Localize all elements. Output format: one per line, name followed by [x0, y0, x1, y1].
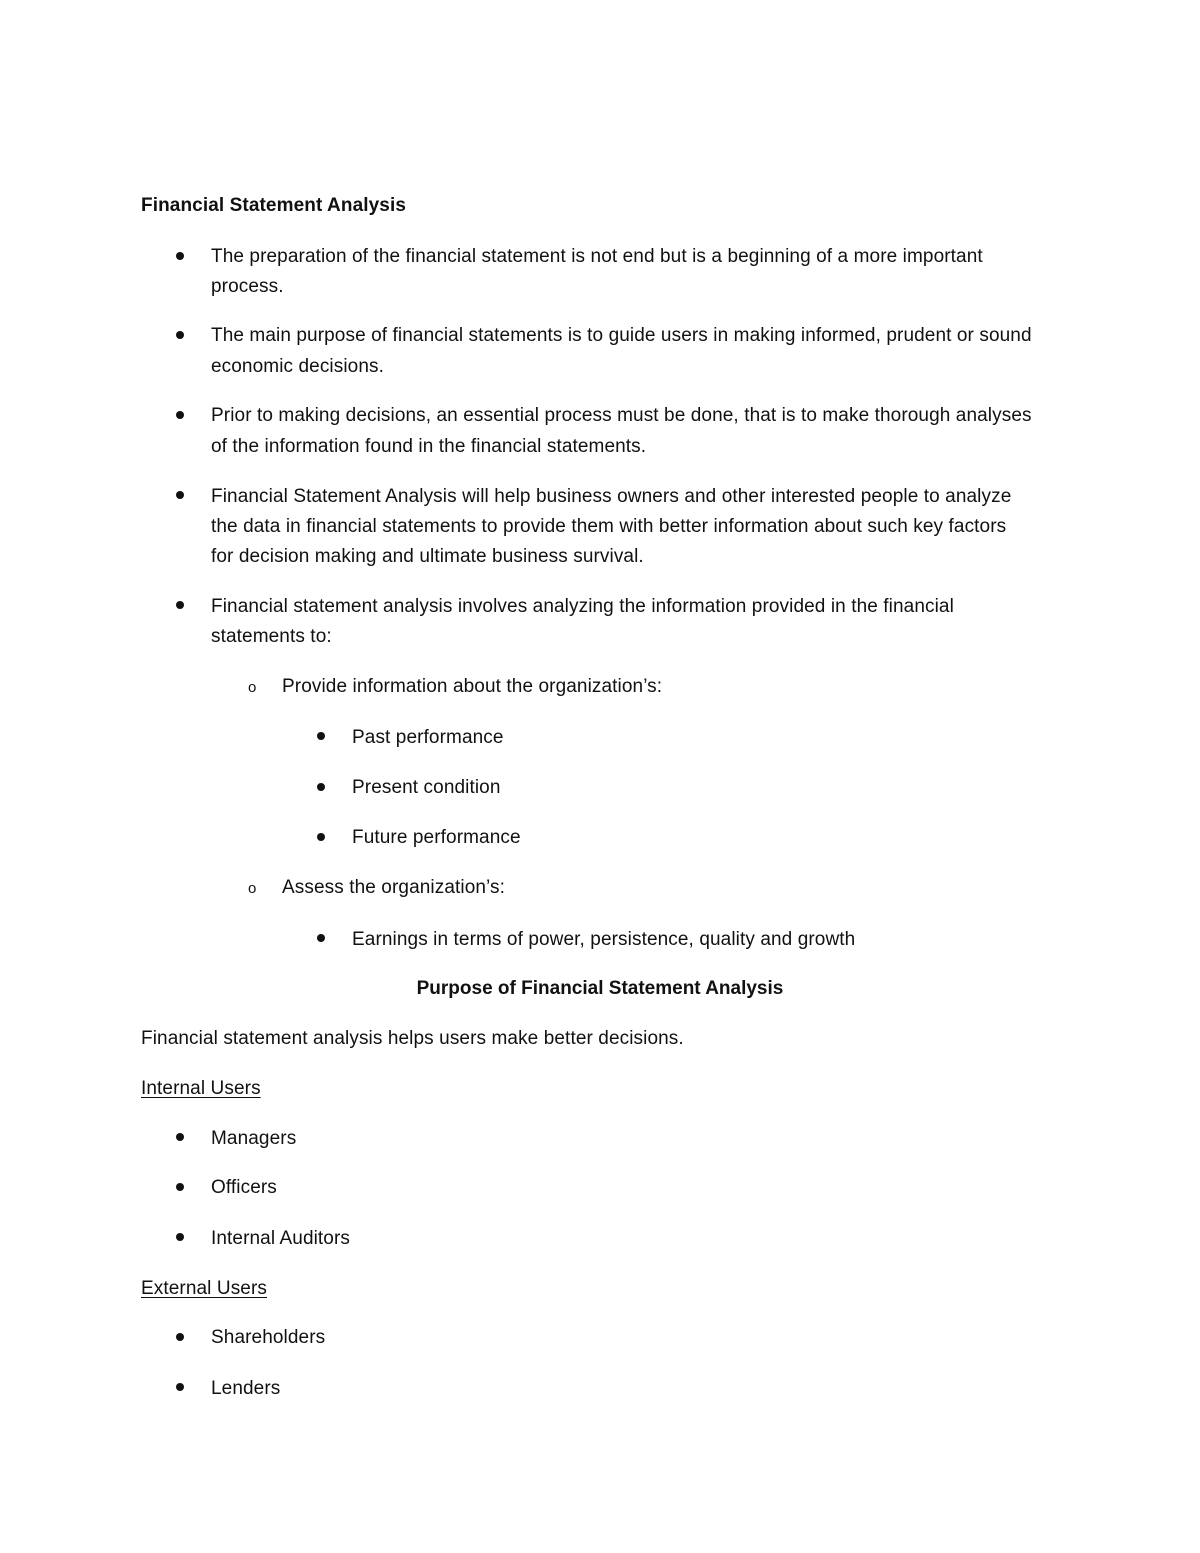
- internal-user-internal-auditors: Internal Auditors: [211, 1228, 351, 1249]
- bullet-icon: [176, 1183, 184, 1191]
- bullet-4-line-3: for decision making and ultimate business survival.: [211, 546, 644, 567]
- internal-user-managers: Managers: [211, 1128, 297, 1149]
- bullet-icon: [176, 1383, 184, 1391]
- bullet-icon: [317, 783, 325, 791]
- hollow-bullet-icon: o: [248, 880, 257, 897]
- bullet-5-line-2: statements to:: [211, 626, 332, 647]
- bullet-icon: [176, 252, 184, 260]
- sub-item-future-performance: Future performance: [352, 827, 521, 848]
- bullet-icon: [176, 491, 184, 499]
- sub-section-1-label: Provide information about the organization’s:: [282, 676, 663, 697]
- external-user-lenders: Lenders: [211, 1378, 281, 1399]
- bullet-3-line-2: of the information found in the financial statements.: [211, 436, 647, 457]
- external-users-heading: External Users: [141, 1278, 267, 1299]
- sub-section-2-label: Assess the organization’s:: [282, 877, 505, 898]
- sub-item-present-condition: Present condition: [352, 777, 501, 798]
- sub-item-past-performance: Past performance: [352, 727, 504, 748]
- bullet-icon: [317, 934, 325, 942]
- bullet-5-line-1: Financial statement analysis involves analyzing the information provided in the financial: [211, 596, 954, 617]
- bullet-icon: [176, 331, 184, 339]
- bullet-icon: [176, 601, 184, 609]
- bullet-icon: [176, 411, 184, 419]
- purpose-text: Financial statement analysis helps users make better decisions.: [141, 1028, 684, 1049]
- bullet-1-line-2: process.: [211, 276, 284, 297]
- bullet-icon: [176, 1333, 184, 1341]
- bullet-icon: [317, 833, 325, 841]
- bullet-4-line-2: the data in financial statements to provide them with better information about such key factors: [211, 516, 1007, 537]
- internal-users-heading: Internal Users: [141, 1078, 261, 1099]
- purpose-heading: Purpose of Financial Statement Analysis: [416, 978, 784, 999]
- bullet-4-line-1: Financial Statement Analysis will help business owners and other interested people to analyze: [211, 486, 1012, 507]
- document-title: Financial Statement Analysis: [141, 195, 407, 216]
- bullet-1-line-1: The preparation of the financial statement is not end but is a beginning of a more important: [211, 246, 983, 267]
- hollow-bullet-icon: o: [248, 679, 257, 696]
- bullet-icon: [176, 1133, 184, 1141]
- sub-item-earnings: Earnings in terms of power, persistence, quality and growth: [352, 929, 856, 950]
- bullet-2-line-2: economic decisions.: [211, 356, 384, 377]
- bullet-icon: [176, 1233, 184, 1241]
- bullet-3-line-1: Prior to making decisions, an essential process must be done, that is to make thorough analyses: [211, 405, 1032, 426]
- external-user-shareholders: Shareholders: [211, 1327, 326, 1348]
- bullet-2-line-1: The main purpose of financial statements is to guide users in making informed, prudent or sound: [211, 325, 1032, 346]
- internal-user-officers: Officers: [211, 1177, 277, 1198]
- bullet-icon: [317, 732, 325, 740]
